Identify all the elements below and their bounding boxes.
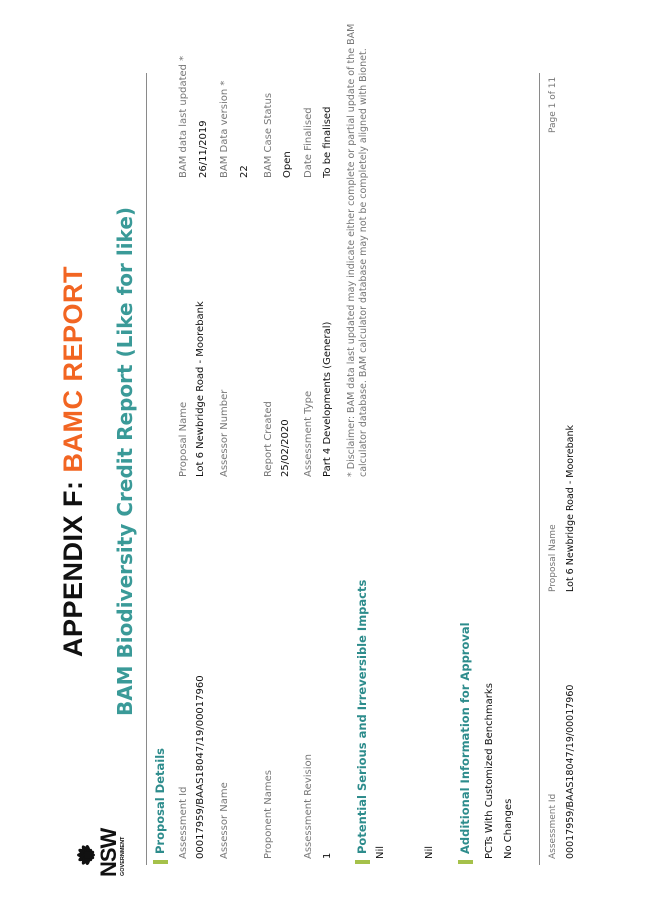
- report-created-value: 25/02/2020: [280, 419, 291, 477]
- assessor-number-label: Assessor Number: [219, 389, 230, 477]
- bam-data-version-label: BAM Data version *: [219, 80, 230, 178]
- disclaimer-line-2: calculator database. BAM calculator database may not be completely aligned with Bionet.: [358, 48, 369, 477]
- footer-divider: [539, 73, 540, 865]
- report-subtitle: BAM Biodiversity Credit Report (Like for like): [113, 206, 137, 717]
- proposal-name-label: Proposal Name: [178, 401, 189, 477]
- proposal-details-heading: Proposal Details: [153, 748, 168, 864]
- pcts-value: No Changes: [503, 798, 514, 859]
- logo-subtext: GOVERNMENT: [120, 836, 126, 876]
- footer-proposal-name-value: Lot 6 Newbridge Road - Moorebank: [565, 424, 576, 592]
- report-title: [58, 0, 89, 923]
- assessment-revision-label: Assessment Revision: [303, 754, 314, 859]
- header-divider: [146, 73, 147, 865]
- pcts-label: PCTs With Customized Benchmarks: [484, 683, 495, 859]
- assessment-revision-value: 1: [322, 852, 333, 859]
- footer-assessment-id-label: Assessment Id: [548, 793, 558, 859]
- page-number: Page 1 of 11: [548, 76, 558, 133]
- bam-data-last-updated-label: BAM data last updated *: [178, 55, 189, 178]
- assessment-type-label: Assessment Type: [303, 390, 314, 477]
- bam-case-status-value: Open: [282, 151, 293, 178]
- assessment-type-value: Part 4 Developments (General): [322, 321, 333, 477]
- disclaimer-line-1: * Disclaimer: BAM data last updated may indicate either complete or partial update of the BAM: [346, 23, 357, 477]
- date-finalised-label: Date Finalised: [303, 107, 314, 178]
- date-finalised-value: To be finalised: [322, 106, 333, 178]
- bam-data-last-updated-value: 26/11/2019: [198, 120, 209, 178]
- bam-data-version-value: 22: [239, 165, 250, 178]
- additional-info-heading: Additional Information for Approval: [458, 622, 473, 864]
- title-prefix: APPENDIX F:: [58, 472, 88, 658]
- logo-text: NSW: [96, 828, 121, 877]
- serious-impacts-value-1: Nil: [375, 845, 386, 859]
- assessment-id-label: Assessment Id: [178, 786, 189, 859]
- footer-proposal-name-label: Proposal Name: [548, 524, 558, 592]
- proponent-names-label: Proponent Names: [263, 770, 274, 859]
- proposal-name-value: Lot 6 Newbridge Road - Moorebank: [195, 301, 206, 477]
- assessor-name-label: Assessor Name: [219, 782, 230, 859]
- title-accent: BAMC REPORT: [58, 265, 88, 473]
- assessment-id-value: 00017959/BAAS18047/19/00017960: [195, 675, 206, 859]
- bam-case-status-label: BAM Case Status: [263, 92, 274, 178]
- footer-assessment-id-value: 00017959/BAAS18047/19/00017960: [565, 684, 576, 859]
- serious-impacts-heading: Potential Serious and Irreversible Impacts: [355, 580, 370, 864]
- report-created-label: Report Created: [263, 401, 274, 477]
- serious-impacts-value-2: Nil: [424, 845, 435, 859]
